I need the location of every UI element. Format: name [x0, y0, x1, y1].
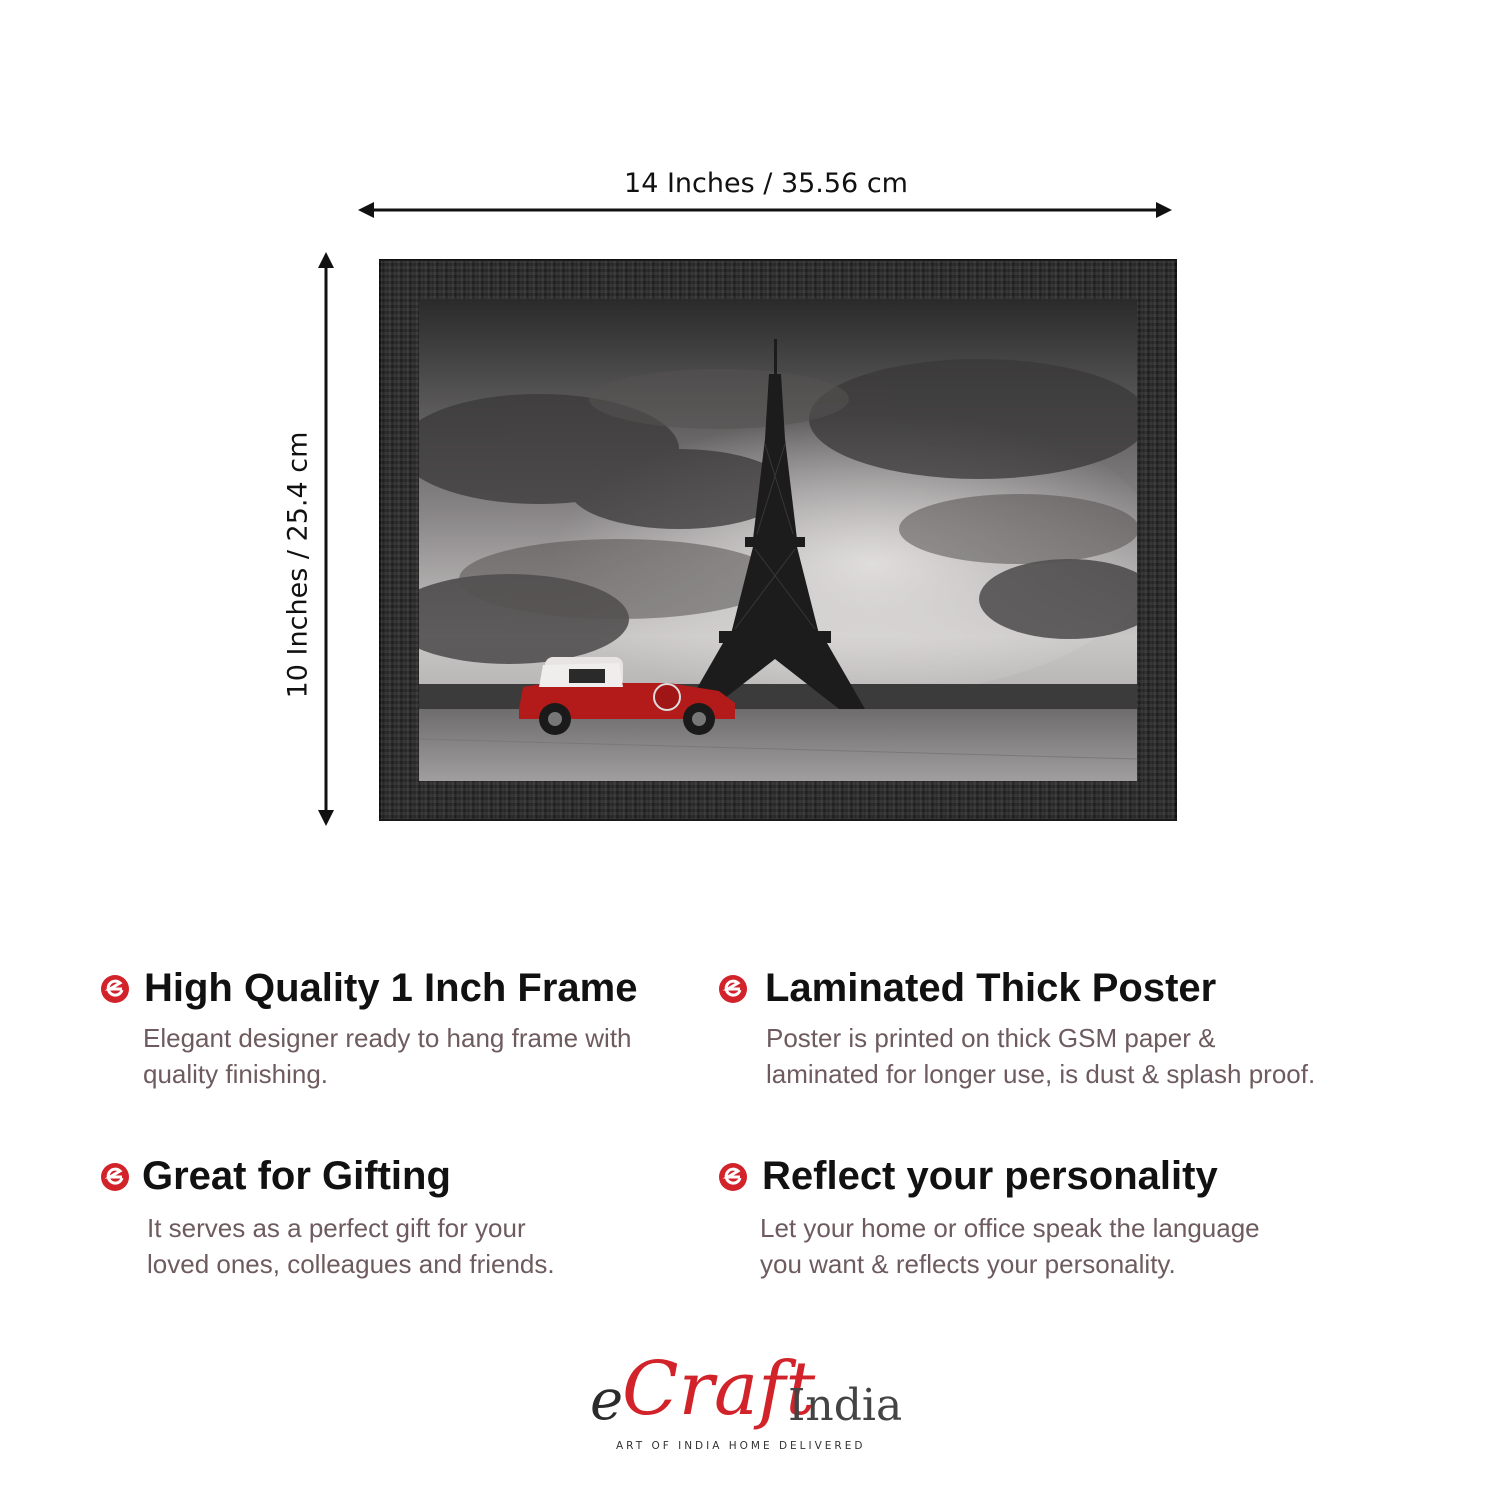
- feature-line: It serves as a perfect gift for your: [147, 1213, 526, 1243]
- feature-description: [143, 1020, 723, 1092]
- feature-description: [760, 1210, 1440, 1282]
- poster-frame: [379, 259, 1177, 821]
- height-arrow: [318, 252, 334, 826]
- ecraft-bullet-icon: [718, 1162, 748, 1192]
- feature-title: Great for Gifting: [142, 1154, 451, 1198]
- feature-title: Reflect your personality: [762, 1154, 1218, 1198]
- ecraft-bullet-icon: [718, 974, 748, 1004]
- feature-title: High Quality 1 Inch Frame: [144, 966, 638, 1010]
- logo-india: India: [788, 1380, 903, 1431]
- ecraftindia-logo: [560, 1340, 940, 1460]
- width-arrow: [358, 202, 1172, 218]
- feature-line: you want & reflects your personality.: [760, 1249, 1176, 1279]
- logo-e: e: [590, 1368, 624, 1433]
- feature-title: Laminated Thick Poster: [765, 966, 1217, 1010]
- logo-tagline: ART OF INDIA HOME DELIVERED: [616, 1440, 866, 1452]
- width-dimension-label: 14 Inches / 35.56 cm: [624, 168, 908, 199]
- feature-description: [766, 1020, 1446, 1092]
- logo-craft: Craft: [622, 1346, 816, 1432]
- feature-line: laminated for longer use, is dust & splash proof.: [766, 1059, 1316, 1089]
- feature-line: Let your home or office speak the language: [760, 1213, 1260, 1243]
- ecraft-bullet-icon: [100, 1162, 130, 1192]
- feature-line: quality finishing.: [143, 1059, 328, 1089]
- feature-line: Poster is printed on thick GSM paper &: [766, 1023, 1216, 1053]
- height-dimension-label: 10 Inches / 25.4 cm: [282, 431, 314, 699]
- feature-line: Elegant designer ready to hang frame with: [143, 1023, 632, 1053]
- feature-description: [147, 1210, 727, 1282]
- ecraft-bullet-icon: [100, 974, 130, 1004]
- poster-image: [419, 299, 1137, 781]
- feature-line: loved ones, colleagues and friends.: [147, 1249, 555, 1279]
